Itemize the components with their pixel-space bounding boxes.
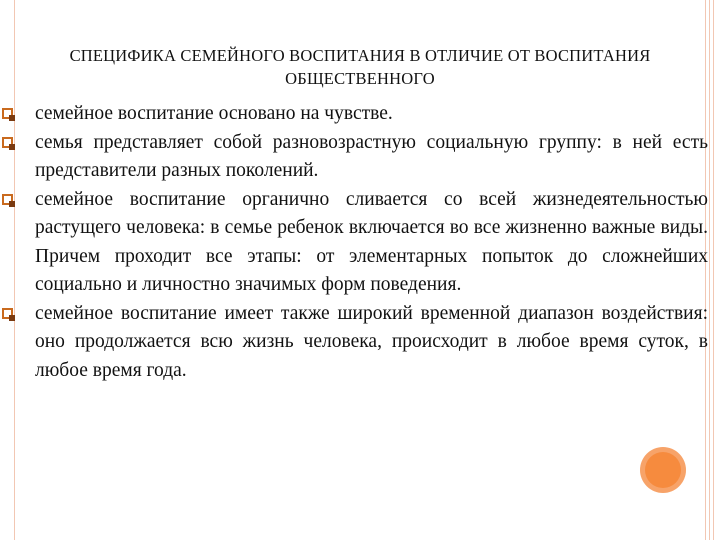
square-bullet-icon (2, 308, 13, 319)
square-bullet-icon (2, 108, 13, 119)
list-item (0, 129, 720, 186)
list-item-text: семейное воспитание основано на чувстве. (35, 103, 393, 124)
square-bullet-icon (2, 137, 13, 148)
square-bullet-icon (2, 194, 13, 205)
decorative-circle (640, 447, 686, 493)
list-item (0, 300, 720, 386)
slide-title: СПЕЦИФИКА СЕМЕЙНОГО ВОСПИТАНИЯ В ОТЛИЧИЕ ОТ ВОСПИТАНИЯ ОБЩЕСТВЕННОГО (69, 46, 651, 88)
list-item-text: семья представляет собой разновозрастную социальную группу: в ней есть представители разных поколений. (35, 131, 708, 181)
list-item (0, 186, 720, 300)
bullet-list (0, 100, 720, 385)
list-item-text: семейное воспитание имеет также широкий временной диапазон воздействия: оно продолжается всю жизнь человека, происходит в любое время суток, в любое время года. (35, 302, 708, 381)
list-item (0, 100, 720, 129)
list-item-text: семейное воспитание органично сливается со всей жизнедеятельностью растущего человека: в семье ребенок включается во все жизненно важные виды. Причем проходит все этапы: от элементарных попыток до сложнейших социально и личностно значимых форм поведения. (35, 188, 708, 295)
